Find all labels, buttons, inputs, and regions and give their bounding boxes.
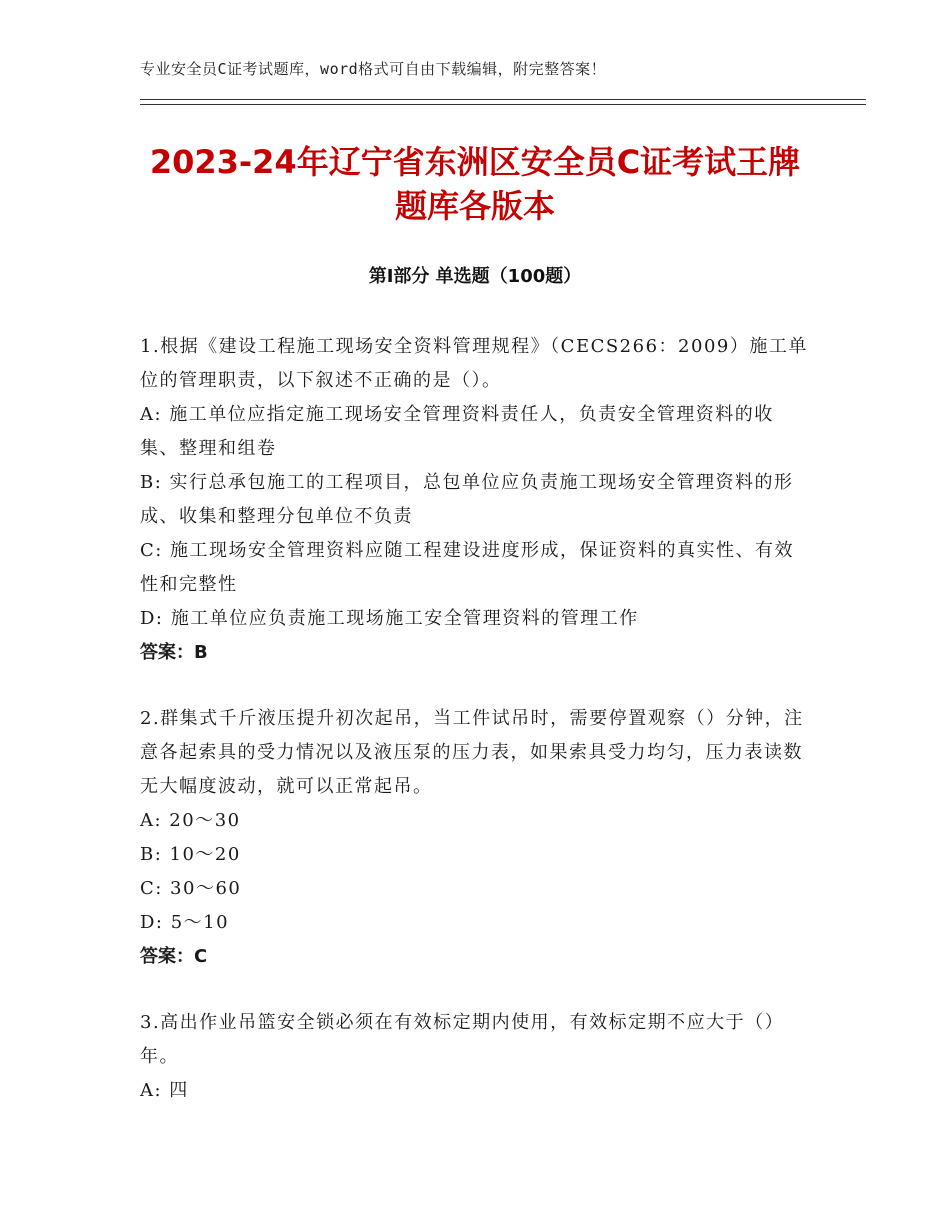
question-option-a: A: 四 [140, 1080, 189, 1101]
question-stem: 3.高出作业吊篮安全锁必须在有效标定期内使用，有效标定期不应大于（）年。 [140, 1012, 785, 1067]
question-option-b: B: 实行总承包施工的工程项目，总包单位应负责施工现场安全管理资料的形成、收集和整理分包单位不负责 [140, 472, 794, 527]
question-option-b: B: 10～20 [140, 844, 241, 865]
question-stem: 1.根据《建设工程施工现场安全资料管理规程》（CECS266：2009）施工单位的管理职责，以下叙述不正确的是（）。 [140, 336, 808, 391]
question-option-a: A: 20～30 [140, 810, 241, 831]
header-note: 专业安全员C证考试题库，word格式可自由下载编辑，附完整答案！ [140, 60, 607, 78]
header-divider-bottom [140, 104, 866, 105]
question-option-d: D: 5～10 [140, 912, 230, 933]
question-option-c: C: 施工现场安全管理资料应随工程建设进度形成，保证资料的真实性、有效性和完整性 [140, 540, 795, 595]
question-option-a: A: 施工单位应指定施工现场安全管理资料责任人，负责安全管理资料的收集、整理和组卷 [140, 404, 774, 459]
question-option-c: C: 30～60 [140, 878, 242, 899]
question-answer: 答案：C [140, 946, 208, 967]
question-3 [140, 1006, 810, 1108]
question-option-d: D: 施工单位应负责施工现场施工安全管理资料的管理工作 [140, 608, 639, 629]
question-2 [140, 702, 810, 974]
question-stem: 2.群集式千斤液压提升初次起吊，当工件试吊时，需要停置观察（）分钟，注意各起索具的受力情况以及液压泵的压力表，如果索具受力均匀，压力表读数无大幅度波动，就可以正常起吊。 [140, 708, 804, 797]
question-1 [140, 330, 810, 670]
question-list [140, 330, 810, 1140]
document-title [130, 140, 820, 228]
document-title-line-2: 题库各版本 [394, 187, 555, 225]
document-title-line-1: 2023-24年辽宁省东洲区安全员C证考试王牌 [149, 143, 801, 181]
section-title: 第I部分 单选题（100题） [368, 266, 582, 287]
header-divider-top [140, 99, 866, 100]
question-answer: 答案：B [140, 642, 208, 663]
